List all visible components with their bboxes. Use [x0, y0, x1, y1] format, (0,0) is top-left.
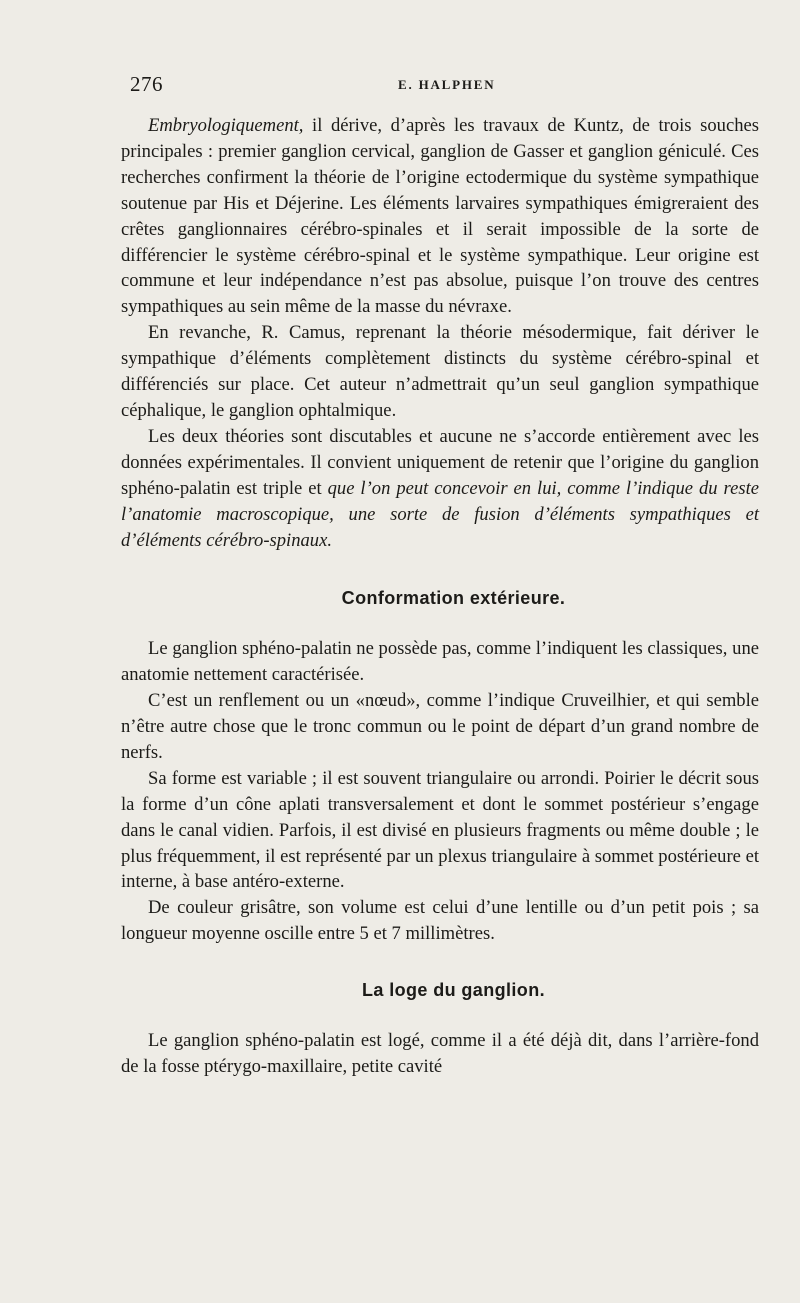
paragraph-loge: Le ganglion sphéno-palatin est logé, comme il a été déjà dit, dans l’arrière-fond de la fosse ptérygo-maxillaire, petite cavité — [121, 1030, 759, 1077]
paragraph-camus: En revanche, R. Camus, reprenant la théorie mésodermique, fait dériver le sympathique d’éléments complètement distincts du système cérébro-spinal et différenciés sur place. Cet auteur n’admettrait qu’un seul ganglion sympathique céphalique, le ganglion ophtalmique. — [121, 322, 759, 421]
paragraph-two-theories — [121, 424, 759, 554]
page-number: 276 — [130, 72, 163, 96]
paragraph-embryology — [121, 113, 759, 320]
page-header — [130, 72, 760, 100]
paragraph-anatomy: Le ganglion sphéno-palatin ne possède pas, comme l’indiquent les classiques, une anatomie nettement caractérisée. — [121, 638, 759, 686]
section-title-conformation: Conformation extérieure. — [341, 588, 566, 609]
paragraph-forme: Sa forme est variable ; il est souvent triangulaire ou arrondi. Poirier le décrit sous la forme d’un cône aplati transversalement et dont le sommet postérieur s’engage dans le canal vidien. Parfois, il est divisé en plusieurs fragments ou même double ; le plus fréquemment, il est représenté par un plexus triangulaire à sommet postérieure et interne, à base antéro-externe. — [121, 767, 759, 893]
body-text — [121, 113, 759, 1080]
section-title-loge: La loge du ganglion. — [362, 980, 545, 1001]
paragraph-embryology-text: il dérive, d’après les travaux de Kuntz, de trois souches principales : premier ganglion cervical, ganglion de Gasser et ganglion géniculé. Ces recherches confirment la théorie de l’origine ectodermique du système sympathique soutenue par His et Déjerine. Les éléments larvaires sympathiques émigreraient des crêtes ganglionnaires cérébro-spinales et il serait impossible de la sorte de différencier le système cérébro-spinal et le système sympathique. Leur origine est commune et leur indépendance n’est pas absolue, puisque l’on trouve des centres sympathiques au sein même de la masse du névraxe. — [121, 115, 759, 318]
paragraph-couleur: De couleur grisâtre, son volume est celui d’une lentille ou d’un petit pois ; sa longueur moyenne oscille entre 5 et 7 millimètres. — [121, 897, 759, 945]
running-head-author: E. HALPHEN — [398, 77, 496, 92]
paragraph-two-theories-italic: que l’on peut concevoir en lui, comme l’indique du reste l’anatomie macroscopique, une sorte de fusion d’éléments sympathiques et d’éléments cérébro-spinaux. — [121, 477, 759, 551]
emphasis-embryologiquement: Embryologiquement, — [148, 115, 304, 136]
paragraph-two-theories-text: Les deux théories sont discutables et aucune ne s’accorde entièrement avec les données expérimentales. Il convient uniquement de retenir que l’origine du ganglion sphéno-palatin est triple et — [121, 425, 759, 499]
paragraph-renflement: C’est un renflement ou un «nœud», comme l’indique Cruveilhier, et qui semble n’être autre chose que le tronc commun ou le point de départ d’un grand nombre de nerfs. — [121, 690, 759, 763]
